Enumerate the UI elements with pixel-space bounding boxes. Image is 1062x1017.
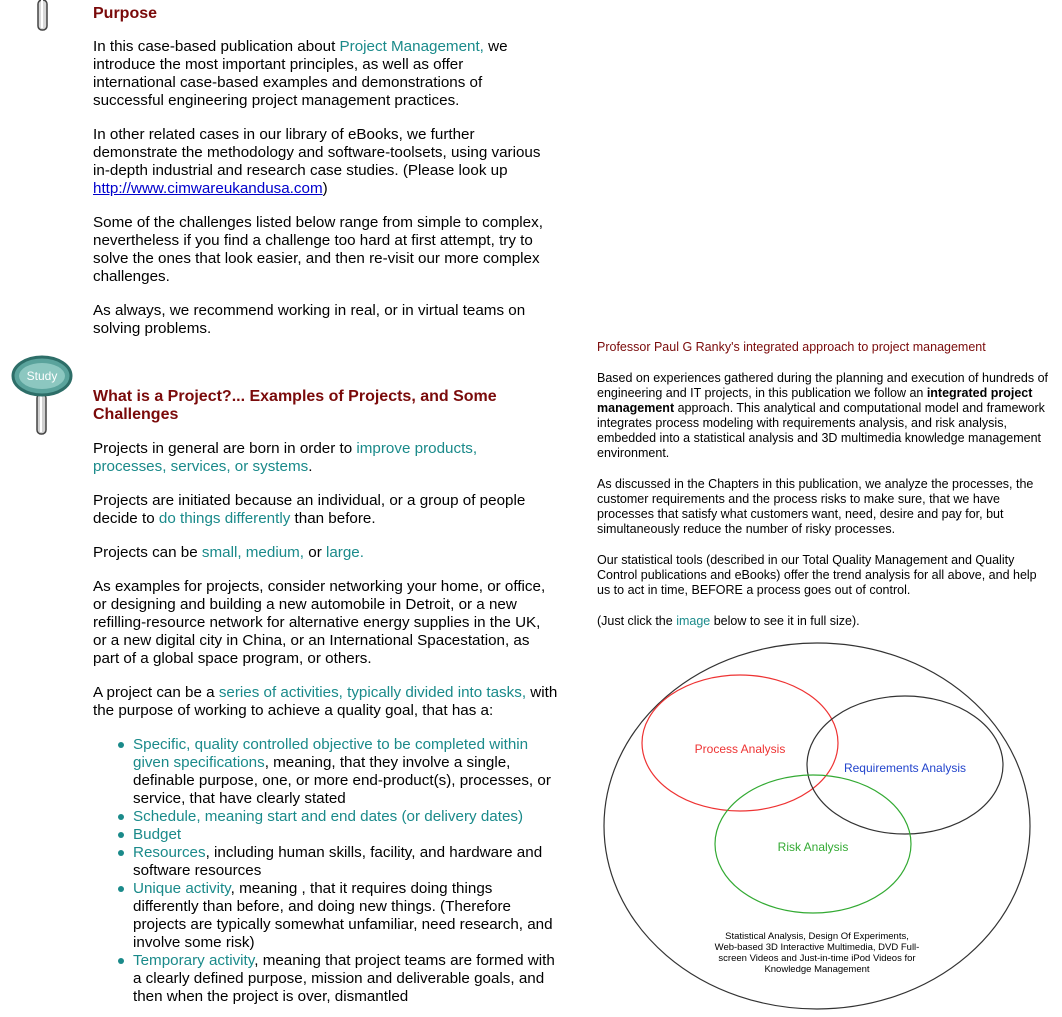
do-things-differently-link[interactable]: do things differently — [158, 510, 291, 527]
project-heading: What is a Project?... Examples of Projects, and Some Challenges — [93, 388, 497, 423]
ranky-title: Professor Paul G Ranky's integrated approach to project management — [597, 340, 986, 354]
improve-link[interactable]: improve products, processes, services, or systems — [93, 440, 478, 475]
project-paragraph-4: As examples for projects, consider networking your home, or office, or designing and building a new automobile in Detroit, or a new refilling-resource network for alternative energy supplies in the UK, or a new digital city in China, or an International Spacestation, as part of a global space program, or others. — [93, 578, 546, 667]
text: than before. — [290, 510, 376, 527]
text: Projects in general are born in order to — [93, 440, 357, 457]
risk-analysis-label: Risk Analysis — [777, 840, 849, 854]
small-medium-link[interactable]: small, medium, — [201, 544, 305, 561]
project-paragraph-5 — [93, 684, 558, 720]
purpose-paragraph-3: Some of the challenges listed below range from simple to complex, nevertheless if you find a challenge too hard at first attempt, try to solve the ones that look easier, and then re-visit our more complex challenges. — [93, 214, 543, 285]
project-characteristics-list — [93, 736, 558, 1006]
purpose-heading: Purpose — [93, 5, 158, 22]
list-item-link[interactable]: Schedule, meaning start and end dates (or delivery dates) — [133, 808, 524, 825]
list-item — [133, 880, 558, 952]
list-item-text: , meaning , that it requires doing things differently than before, and doing new things. (Therefore projects are typically somewhat unfamiliar, need research, and involve some risk) — [133, 880, 553, 951]
ranky-paragraph-3: Our statistical tools (described in our Total Quality Management and Quality Control publications and eBooks) offer the trend analysis for all above, and help us to act in time, BEFORE a process goes out of control. — [597, 553, 1037, 597]
text: . — [308, 458, 313, 475]
text: Based on experiences gathered during the planning and execution of hundreds of engineering and IT projects, in this publication we follow an — [597, 371, 1049, 400]
ranky-paragraph-1 — [597, 371, 1052, 461]
list-item-text: , including human skills, facility, and hardware and software resources — [133, 844, 543, 879]
study-magnifier-icon[interactable] — [10, 354, 74, 436]
list-item — [133, 952, 558, 1006]
study-label: Study — [26, 369, 58, 383]
ranky-approach-panel — [597, 340, 1052, 629]
magnifier-icon — [28, 0, 58, 35]
caption-line: Statistical Analysis, Design Of Experiments, — [725, 931, 909, 942]
cimware-url-link[interactable]: http://www.cimwareukandusa.com — [93, 180, 323, 197]
text: A project can be a — [93, 684, 219, 701]
ranky-paragraph-2: As discussed in the Chapters in this publication, we analyze the processes, the customer requirements and the process risks to make sure, that we have processes that satisfy what customers want, need, desire and pay for, but simultaneously reduce the number of risky processes. — [597, 477, 1034, 536]
list-item-text: , meaning that project teams are formed with a clearly defined purpose, mission and deliverable goals, and then when the project is over, dismantled — [133, 952, 555, 1005]
requirements-analysis-label: Requirements Analysis — [843, 761, 967, 775]
list-item — [133, 808, 558, 826]
list-item-link[interactable]: Budget — [133, 826, 182, 843]
image-link[interactable]: image — [676, 614, 711, 628]
list-item-link[interactable]: Resources — [133, 844, 206, 861]
list-item — [133, 736, 558, 808]
purpose-paragraph-2 — [93, 126, 543, 198]
text: ) — [322, 180, 328, 197]
list-item-link[interactable]: Temporary activity — [133, 952, 255, 969]
text: Projects can be — [93, 544, 202, 561]
caption-line: Web-based 3D Interactive Multimedia, DVD Full- — [714, 942, 920, 953]
project-management-link[interactable]: Project Management, — [339, 38, 484, 55]
text: with the purpose of working to achieve a quality goal, that has a: — [93, 684, 558, 719]
project-paragraph-2 — [93, 492, 558, 528]
list-item — [133, 826, 558, 844]
project-paragraph-1 — [93, 440, 513, 476]
text: we introduce the most important principles, as well as offer international case-based examples and demonstrations of successful engineering project management practices. — [93, 38, 508, 109]
large-link[interactable]: large. — [325, 544, 364, 561]
ranky-paragraph-4 — [597, 614, 1052, 629]
series-of-activities-link[interactable]: series of activities, typically divided into tasks, — [218, 684, 527, 701]
list-item-link[interactable]: Unique activity — [133, 880, 231, 897]
integrated-approach-diagram[interactable] — [595, 638, 1040, 1013]
caption-line: Knowledge Management — [764, 964, 870, 975]
text: Projects are initiated because an individual, or a group of people decide to — [93, 492, 526, 527]
text: (Just click the — [597, 614, 677, 628]
text: or — [304, 544, 326, 561]
list-item-link[interactable]: Specific, quality controlled objective to be completed within given specifications — [133, 736, 529, 771]
text: approach. This analytical and computational model and framework integrates process modeling with requirements analysis, and risk analysis, embedded into a statistical analysis and 3D multimedia knowledge management environment. — [597, 401, 1045, 460]
caption-line: screen Videos and Just-in-time iPod Videos for — [718, 953, 916, 964]
list-item — [133, 844, 558, 880]
list-item-text: , meaning, that they involve a single, definable purpose, one, or more end-product(s), processes, or service, that have clearly stated — [133, 754, 551, 807]
text: below to see it in full size). — [710, 614, 860, 628]
process-analysis-label: Process Analysis — [694, 742, 786, 756]
text: In this case-based publication about — [93, 38, 340, 55]
project-paragraph-3 — [93, 544, 558, 562]
purpose-paragraph-1 — [93, 38, 533, 110]
bold-text: integrated project management — [597, 386, 1033, 415]
purpose-paragraph-4: As always, we recommend working in real, or in virtual teams on solving problems. — [93, 302, 526, 337]
text: In other related cases in our library of eBooks, we further demonstrate the methodology and software-toolsets, using various in-depth industrial and research case studies. (Please look up — [93, 126, 541, 179]
